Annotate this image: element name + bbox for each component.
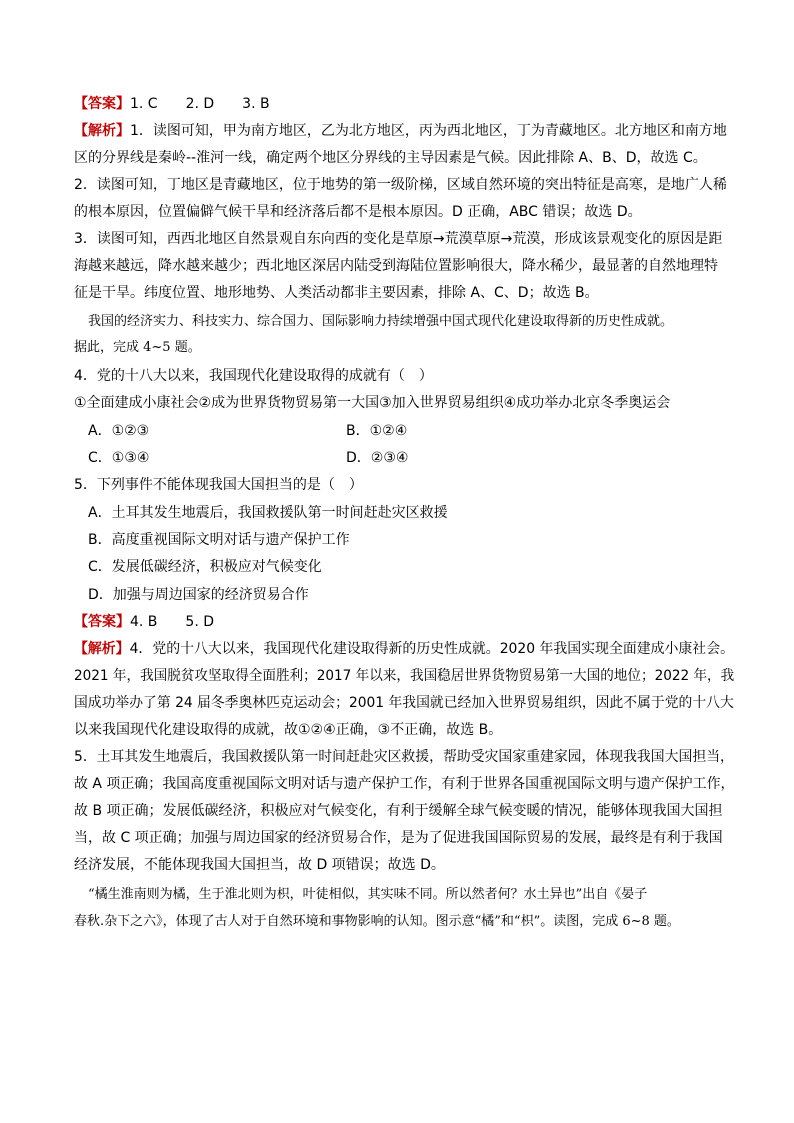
material-intro: 据此，完成 4~5 题。 [74,340,201,355]
analysis-label: 【解析】 [74,641,130,657]
answer-label: 【答案】 [74,96,130,112]
material-intro: “橘生淮南则为橘，生于淮北则为枳，叶徒相似，其实味不同。所以然者何？水土异也”出自《晏子 [88,887,648,902]
question-5-option-b: B．高度重视国际文明对话与遗产保护工作 [88,532,350,548]
answer-line-2 [74,612,214,632]
answer-text: 1. C 2. D 3. B [130,96,270,112]
material-intro: 春秋.杂下之六》，体现了古人对于自然环境和事物影响的认知。图示意“橘”和“枳”。读图，完成 6~8 题。 [74,914,680,929]
question-5-option-d: D．加强与周边国家的经济贸易合作 [88,587,309,603]
question-4-option-b: B．①②④ [346,423,408,439]
question-5-option-c: C．发展低碳经济，积极应对气候变化 [88,559,322,575]
question-5-option-a: A．土耳其发生地震后，我国救援队第一时间赶赴灾区救援 [88,505,448,521]
analysis-line: 2021 年，我国脱贫攻坚取得全面胜利；2017 年以来，我国稳居世界货物贸易第一大国的地位；2022 年，我 [74,668,735,684]
answer-text: 4. B 5. D [130,614,214,630]
analysis-line: 海越来越远，降水越来越少；西北地区深居内陆受到海陆位置影响很大，降水稀少，最显著的自然地理特 [74,258,718,274]
analysis-line: 以来我国现代化建设取得的成就，故①②④正确，③不正确，故选 B。 [74,722,503,738]
analysis-line: 5．土耳其发生地震后，我国救援队第一时间赶赴灾区救援，帮助受灾国家重建家园，体现我我国大国担当， [74,749,734,765]
analysis-line: 故 A 项正确；我国高度重视国际文明对话与遗产保护工作，有利于世界各国重视国际文明与遗产保护工作， [74,776,735,792]
question-4-items: ①全面建成小康社会②成为世界货物贸易第一大国③加入世界贸易组织④成功举办北京冬季奥运会 [74,395,671,411]
analysis-line: 3．读图可知，西西北地区自然景观自东向西的变化是草原→荒漠草原→荒漠，形成该景观变化的原因是距 [74,231,723,247]
analysis-text: 1．读图可知，甲为南方地区，乙为北方地区，丙为西北地区，丁为青藏地区。北方地区和南方地 [130,123,727,139]
analysis-line: 2．读图可知，丁地区是青藏地区，位于地势的第一级阶梯，区域自然环境的突出特征是高寒，是地广人稀 [74,177,727,193]
question-4-stem: 4．党的十八大以来，我国现代化建设取得的成就有（ ） [74,368,433,384]
question-4-option-a: A．①②③ [88,423,150,439]
analysis-line: 当，故 C 项正确；加强与周边国家的经济贸易合作，是为了促进我国国际贸易的发展，最终是有利于我国 [74,830,723,846]
analysis-line [74,639,734,659]
question-4-option-c: C．①③④ [88,450,150,466]
question-4-option-d: D．②③④ [346,450,409,466]
answer-label: 【答案】 [74,614,130,630]
answer-line-1 [74,94,270,114]
analysis-label: 【解析】 [74,123,130,139]
material-intro: 我国的经济实力、科技实力、综合国力、国际影响力持续增强中国式现代化建设取得新的历史性成就。 [88,314,674,329]
analysis-line: 国成功举办了第 24 届冬季奥林匹克运动会；2001 年我国就已经加入世界贸易组织，因此不属于党的十八大 [74,695,734,711]
analysis-line: 故 B 项正确；发展低碳经济，积极应对气候变化，有利于缓解全球气候变暖的情况，能够体现我国大国担 [74,803,723,819]
analysis-line: 区的分界线是秦岭--淮河一线，确定两个地区分界线的主导因素是气候。因此排除 A、B、D，故选 C。 [74,150,707,166]
analysis-line: 的根本原因，位置偏僻气候干旱和经济落后都不是根本原因。D 正确，ABC 错误；故选 D。 [74,204,642,220]
analysis-line [74,121,727,141]
analysis-line: 征是干旱。纬度位置、地形地势、人类活动都非主要因素，排除 A、C、D；故选 B。 [74,285,599,301]
analysis-line: 经济发展，不能体现我国大国担当，故 D 项错误；故选 D。 [74,857,445,873]
question-5-stem: 5．下列事件不能体现我国大国担当的是（ ） [74,477,363,493]
analysis-text: 4．党的十八大以来，我国现代化建设取得新的历史性成就。2020 年我国实现全面建成小康社会。 [129,641,734,657]
